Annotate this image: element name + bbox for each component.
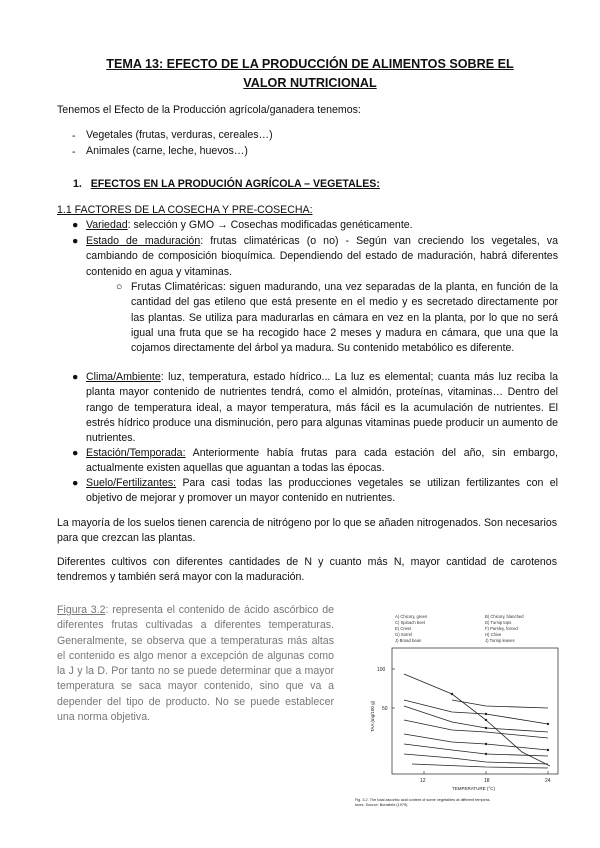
list-item: Suelo/Fertilizantes: Para casi todas las producciones vegetales se utilizan fertilizantes con el objetivo de mejorar y promover un mayor contenido en nutrientes. [86, 477, 558, 505]
paragraph: La mayoría de los suelos tienen carencia de nitrógeno por lo que se añaden nitrogenados. Son necesarios para que crezcan las plantas. [57, 517, 558, 545]
figure-caption: tures. Source: Bonsfield (1979). [355, 803, 409, 807]
axis-ticks [392, 669, 548, 774]
paragraph: Diferentes cultivos con diferentes cantidades de N y cuanto más N, mayor cantidad de carotenos tendremos y también será mayor con la maduración. [57, 556, 557, 584]
data-point [485, 719, 487, 721]
figure-description: Figura 3.2: representa el contenido de ácido ascórbico de diferentes frutas cultivadas a diferentes temperaturas. Generalmente, se observa que a temperaturas más altas el contenido es algo menor a excepción de algunas como la J y la D. Por tanto no se puede determinar que a mayor temperatura se saca mayor contenido, sino que va a depender del tipo de producto. No se puede establecer una norma objetiva. [57, 604, 334, 724]
bullet-icon: ● [72, 477, 79, 489]
data-point [547, 749, 549, 751]
series-line-i [452, 700, 548, 708]
legend-entry: C) Spinach beet [395, 620, 426, 625]
series-line-d [404, 720, 548, 738]
figure-3-2-chart [352, 604, 564, 809]
data-point [485, 743, 487, 745]
circle-bullet-icon: ○ [116, 281, 123, 293]
bullet-icon: ● [72, 371, 79, 383]
series-line-h [412, 764, 548, 768]
data-point [485, 727, 487, 729]
x-tick-label: 12 [420, 778, 426, 784]
list-item: Clima/Ambiente: luz, temperatura, estado hídrico... La luz es elemental; cuanta más luz reciba la planta mayor contenido de nutrientes tendrá, como el almidón, proteínas, vitaminas… Dentro del rango de temperatura ideal, a mayor temperatura, más fácil es la acumulación de nutrientes. El estrés hídrico produce una disminución, pero para algunas vitaminas puede producir un aumento de nutrientes. [86, 371, 558, 445]
list-item: Variedad: selección y GMO → Cosechas modificadas genéticamente. [86, 219, 413, 231]
bullet-icon: ● [72, 219, 79, 231]
legend-entry: F) Parsley, forced [485, 626, 518, 631]
legend-entry: B) Chicory, blanched [485, 614, 524, 619]
list-dash: - [72, 146, 76, 158]
data-point [547, 723, 549, 725]
series-line-e [404, 734, 548, 750]
data-point [485, 713, 487, 715]
list-item: Estado de maduración: frutas climatéricas (o no) - Según van creciendo los vegetales, va cambiando de composición bioquímica. Dependiendo del estado de maduración, habrá diferentes contenido en agua y vitaminas. [86, 235, 558, 278]
legend-entry: J) Turnip leaves [485, 638, 515, 643]
legend-entry: D) Turnip tops [485, 620, 512, 625]
y-tick-label: 50 [382, 706, 388, 712]
list-item: Vegetales (frutas, verduras, cereales…) [86, 129, 273, 141]
series-line-a [404, 674, 550, 766]
y-tick-label: 100 [377, 667, 386, 673]
list-item: Estación/Temporada: Anteriormente había frutas para cada estación del año, sin embargo, actualmente existen aquellas que aguantan a todas las épocas. [86, 447, 558, 475]
list-item: Animales (carne, leche, huevos…) [86, 145, 248, 157]
y-axis-label: TAA (mg/100 g) [370, 700, 375, 732]
x-tick-label: 18 [484, 778, 490, 784]
legend-entry: J) Broad bean [395, 638, 422, 643]
legend-entry: E) Cress [395, 626, 412, 631]
list-dash: - [72, 130, 76, 142]
x-tick-label: 24 [545, 778, 551, 784]
list-item: Frutas Climatéricas: siguen madurando, una vez separadas de la planta, en función de la cantidad del gas etileno que está presente en el medio y es secretado directamente por las plantas. Se utiliza para madurarlas en cámara en vez en la planta, por lo que no será igual una fruta que se ha recogido hace 2 meses y madura en cámara, que una que la cojamos directamente del árbol ya madura. Su contenido metabólico es diferente. [131, 281, 558, 355]
figure-caption: Fig. 3.2. The total ascorbic acid content of some vegetables at different tempera- [355, 798, 491, 802]
section-heading: 1. EFECTOS EN LA PRODUCIÓN AGRÍCOLA – VEGETALES: [73, 178, 380, 190]
data-point [451, 693, 453, 695]
bullet-icon: ● [72, 235, 79, 247]
data-point [485, 753, 487, 755]
x-axis-label: TEMPERATURE (°C) [452, 786, 495, 791]
series-line-c [404, 706, 548, 732]
legend-entry: A) Chicory, green [395, 614, 428, 619]
legend-entry: H) Chive [485, 632, 502, 637]
bullet-icon: ● [72, 447, 79, 459]
legend-entry: G) Sorrel [395, 632, 412, 637]
intro-text: Tenemos el Efecto de la Producción agrícola/ganadera tenemos: [57, 104, 361, 116]
document-title: TEMA 13: EFECTO DE LA PRODUCCIÓN DE ALIMENTOS SOBRE EL VALOR NUTRICIONAL [106, 57, 514, 90]
subsection-heading: 1.1 FACTORES DE LA COSECHA Y PRE-COSECHA: [57, 204, 313, 216]
